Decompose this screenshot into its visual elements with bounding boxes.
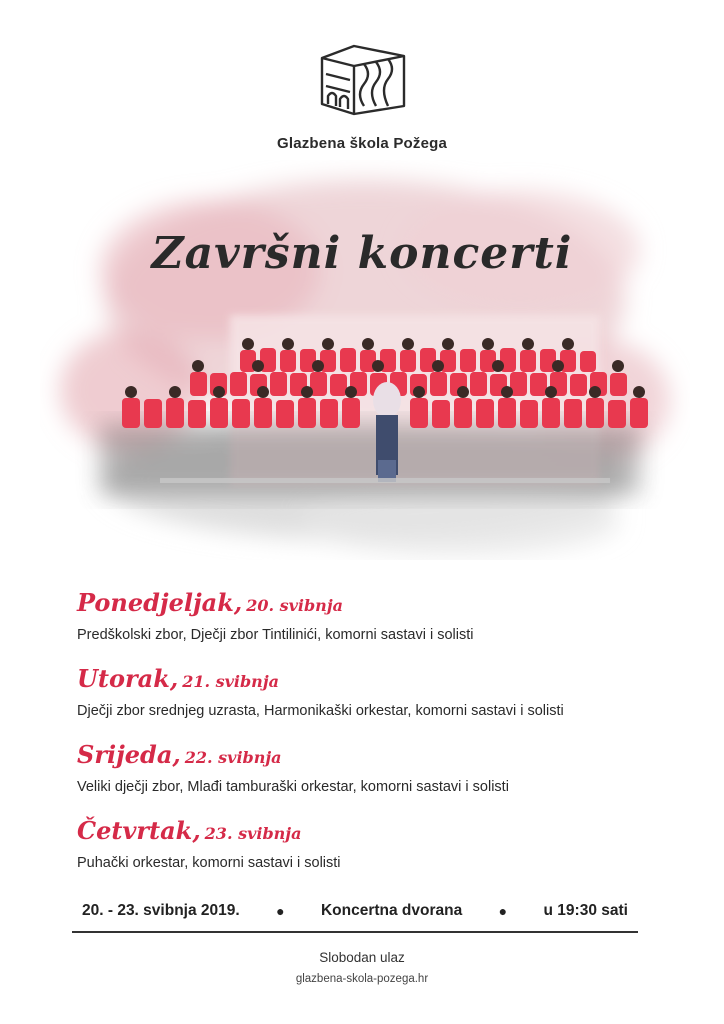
schedule-day [77,816,697,892]
day-program: Predškolski zbor, Dječji zbor Tintilinići, komorni sastavi i solisti [77,627,474,643]
schedule-day [77,664,697,740]
event-venue: Koncertna dvorana [320,902,463,919]
day-heading [77,740,697,769]
divider [72,931,638,933]
day-heading [77,588,697,617]
bullet-separator: ● [276,903,285,919]
day-name: Ponedjeljak, [77,588,243,617]
day-date: 22. svibnja [184,748,282,767]
day-heading [77,664,697,693]
day-program: Dječji zbor srednjeg uzrasta, Harmonikaški orkestar, komorni sastavi i solisti [77,703,564,719]
event-dates: 20. - 23. svibnja 2019. [82,902,240,919]
day-program: Puhački orkestar, komorni sastavi i solisti [77,855,341,871]
page-title: Završni koncerti [151,228,573,279]
event-time: u 19:30 sati [543,902,628,919]
day-name: Utorak, [77,664,179,693]
schedule-day [77,740,697,816]
concert-schedule [77,588,697,892]
schedule-day [77,588,697,664]
day-date: 20. svibnja [246,596,343,615]
day-date: 21. svibnja [182,672,279,691]
bullet-separator: ● [498,903,508,919]
choir-photo [40,160,690,560]
day-program: Veliki dječji zbor, Mlađi tamburaški orkestar, komorni sastavi i solisti [77,779,509,795]
day-name: Četvrtak, [77,816,201,845]
free-entry-note: Slobodan ulaz [319,950,405,965]
day-name: Srijeda, [77,740,181,769]
school-logo-icon [318,44,408,116]
school-name: Glazbena škola Požega [276,135,448,152]
website-link[interactable]: glazbena-skola-pozega.hr [295,973,429,985]
event-info-bar [72,902,638,920]
day-heading [77,816,697,845]
day-date: 23. svibnja [204,824,302,843]
